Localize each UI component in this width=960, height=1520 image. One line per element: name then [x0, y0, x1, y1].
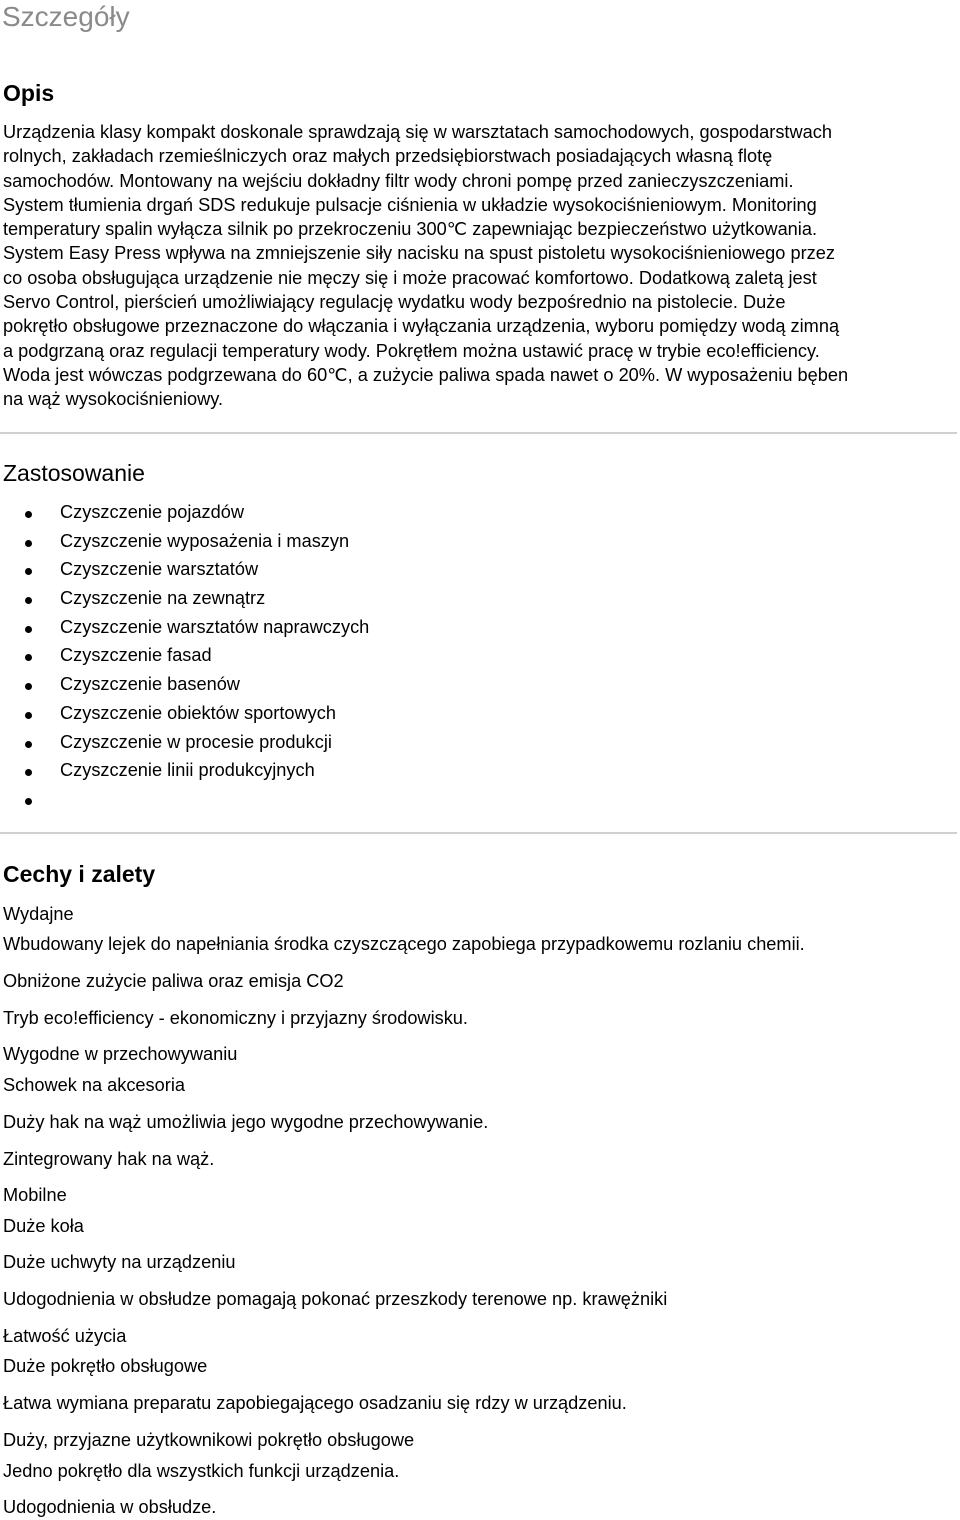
page-title: Szczegóły	[2, 1, 130, 32]
feature-description: Łatwa wymiana preparatu zapobiegającego osadzaniu się rdzy w urządzeniu.	[3, 1393, 627, 1413]
description-line: na wąż wysokociśnieniowy.	[3, 389, 224, 410]
section-heading-cechy: Cechy i zalety	[3, 861, 156, 887]
feature-title: Zintegrowany hak na wąż.	[3, 1149, 215, 1169]
applications-list	[0, 498, 369, 814]
list-item-label: Czyszczenie wyposażenia i maszyn	[60, 530, 350, 551]
description-line: Urządzenia klasy kompakt doskonale sprawdzają się w warsztatach samochodowych, gospodarstwach	[3, 122, 832, 142]
list-item-label: Czyszczenie na zewnątrz	[60, 588, 266, 609]
list-item	[0, 498, 369, 527]
description-line: Woda jest wówczas podgrzewana do 60℃, a zużycie paliwa spada nawet o 20%. W wyposażeniu bęben	[3, 364, 849, 385]
feature-group-title: Łatwość użycia	[3, 1326, 127, 1346]
feature-title: Schowek na akcesoria	[3, 1075, 185, 1095]
list-item-label: Czyszczenie linii produkcyjnych	[60, 760, 315, 781]
description-line: rolnych, zakładach rzemieślniczych oraz małych przedsiębiorstwach posiadających własną flotę	[3, 146, 773, 167]
description-line: co osoba obsługująca urządzenie nie męczy się i może pracować komfortowo. Dodatkową zaletą jest	[3, 267, 817, 288]
feature-description: Tryb eco!efficiency - ekonomiczny i przyjazny środowisku.	[3, 1008, 468, 1028]
section-divider	[0, 432, 957, 434]
bullet-icon	[25, 654, 32, 661]
list-item-label: Czyszczenie obiektów sportowych	[60, 702, 336, 723]
list-item	[0, 555, 369, 584]
description-line: a podgrzaną oraz regulacji temperatury wody. Pokrętłem można ustawić pracę w trybie eco!efficiency.	[3, 340, 820, 361]
feature-description: Udogodnienia w obsłudze pomagają pokonać przeszkody terenowe np. krawężniki	[3, 1289, 668, 1309]
description-line: System tłumienia drgań SDS redukuje pulsacje ciśnienia w układzie wysokociśnieniowym. Monitoring	[3, 194, 817, 215]
bullet-icon	[25, 540, 32, 547]
description-paragraph	[3, 120, 955, 412]
section-divider	[0, 832, 957, 834]
feature-title: Duże uchwyty na urządzeniu	[3, 1252, 236, 1272]
bullet-icon	[25, 712, 32, 719]
list-item-label: Czyszczenie pojazdów	[60, 502, 244, 522]
description-line: pokrętło obsługowe przeznaczone do włączania i wyłączania urządzenia, wyboru pomiędzy wodą zimną	[3, 316, 840, 337]
feature-group-title: Mobilne	[3, 1185, 67, 1205]
feature-title: Obniżone zużycie paliwa oraz emisja CO2	[3, 971, 344, 991]
description-line: samochodów. Montowany na wejściu dokładny filtr wody chroni pompę przed zanieczyszczeniami.	[3, 170, 794, 191]
section-heading-zastosowanie: Zastosowanie	[3, 460, 145, 486]
list-item	[0, 527, 369, 556]
feature-description: Udogodnienia w obsłudze.	[3, 1497, 217, 1517]
feature-title: Duży, przyjazne użytkownikowi pokrętło obsługowe	[3, 1430, 415, 1450]
list-item	[0, 728, 369, 757]
bullet-icon	[25, 769, 32, 776]
list-item	[0, 613, 369, 642]
feature-description: Jedno pokrętło dla wszystkich funkcji urządzenia.	[3, 1461, 400, 1481]
feature-group-title: Wydajne	[3, 904, 74, 924]
bullet-icon	[25, 798, 32, 805]
list-item-label: Czyszczenie warsztatów	[60, 559, 259, 580]
description-line: temperatury spalin wyłącza silnik po przekroczeniu 300℃ zapewniając bezpieczeństwo użytkowania.	[3, 219, 818, 240]
bullet-icon	[25, 597, 32, 604]
bullet-icon	[25, 511, 32, 518]
list-item-label: Czyszczenie basenów	[60, 674, 240, 695]
description-line: Servo Control, pierścień umożliwiający regulację wydatku wody bezpośrednio na pistolecie. Duże	[3, 292, 786, 313]
list-item	[0, 699, 369, 728]
list-item	[0, 756, 369, 785]
bullet-icon	[25, 683, 32, 690]
list-item	[0, 785, 369, 814]
feature-group-title: Wygodne w przechowywaniu	[3, 1044, 238, 1064]
feature-description: Duży hak na wąż umożliwia jego wygodne przechowywanie.	[3, 1112, 489, 1132]
bullet-icon	[25, 626, 32, 633]
feature-description: Wbudowany lejek do napełniania środka czyszczącego zapobiega przypadkowemu rozlaniu chemii.	[3, 934, 805, 954]
list-item-label: Czyszczenie warsztatów naprawczych	[60, 616, 370, 637]
feature-title: Duże pokrętło obsługowe	[3, 1356, 208, 1376]
bullet-icon	[25, 741, 32, 748]
feature-title: Duże koła	[3, 1216, 84, 1236]
list-item	[0, 641, 369, 670]
list-item-label: Czyszczenie w procesie produkcji	[60, 731, 332, 752]
list-item	[0, 584, 369, 613]
description-line: System Easy Press wpływa na zmniejszenie siły nacisku na spust pistoletu wysokociśnieniowego przez	[3, 243, 835, 264]
bullet-icon	[25, 568, 32, 575]
list-item-label: Czyszczenie fasad	[60, 645, 212, 666]
list-item	[0, 670, 369, 699]
section-heading-opis: Opis	[3, 80, 55, 106]
